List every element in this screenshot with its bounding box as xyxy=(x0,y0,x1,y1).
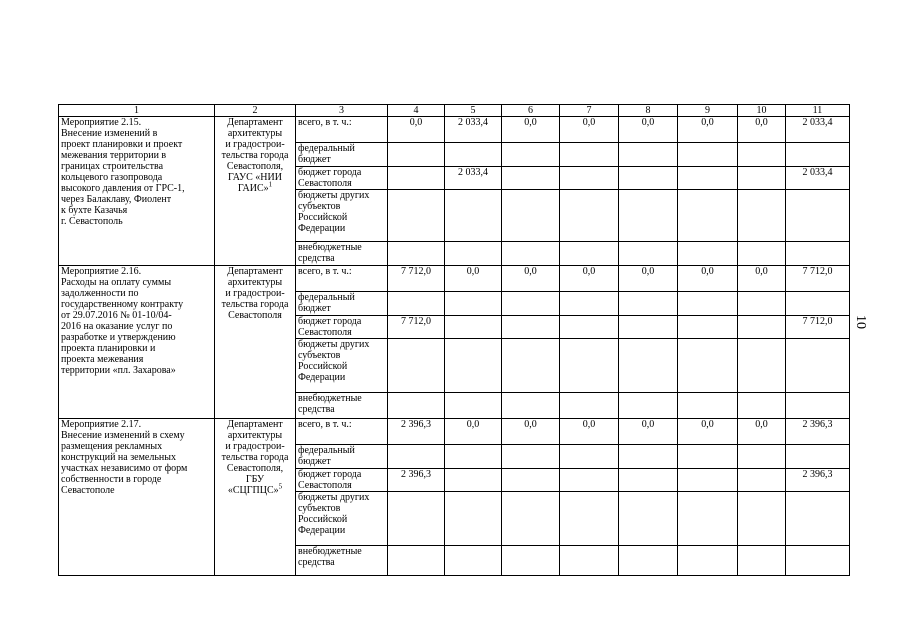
department-line xyxy=(217,430,293,441)
amount-cell xyxy=(738,339,786,393)
department-line xyxy=(217,299,293,310)
funding-source xyxy=(296,339,388,393)
amount-cell xyxy=(445,393,502,419)
amount-cell xyxy=(560,339,619,393)
description-line: Внесение изменений в xyxy=(61,128,158,139)
amount-cell: 7 712,0 xyxy=(388,316,445,339)
amount-cell xyxy=(678,190,738,242)
amount-cell xyxy=(560,242,619,266)
funding-source-line: внебюджетные xyxy=(298,242,362,253)
amount-cell xyxy=(738,292,786,316)
amount-cell: 0,0 xyxy=(678,266,738,292)
amount-cell xyxy=(619,292,678,316)
amount-cell xyxy=(445,546,502,576)
amount-cell: 7 712,0 xyxy=(786,316,850,339)
amount-cell xyxy=(388,292,445,316)
header-cell: 3 xyxy=(296,105,388,117)
amount-cell xyxy=(502,292,560,316)
department-line xyxy=(217,288,293,299)
amount-cell xyxy=(786,190,850,242)
amount-cell xyxy=(502,546,560,576)
funding-source-line: Федерации xyxy=(298,525,346,536)
department-line-text: и градострои- xyxy=(225,139,285,150)
amount-cell xyxy=(560,167,619,190)
header-cell: 8 xyxy=(619,105,678,117)
amount-cell xyxy=(619,143,678,167)
funding-source-line: бюджеты других xyxy=(298,492,370,503)
department-line-text: тельства города xyxy=(221,299,289,310)
description-line: Расходы на оплату суммы xyxy=(61,277,172,288)
funding-source-line: внебюджетные xyxy=(298,393,362,404)
funding-source-line: Федерации xyxy=(298,372,346,383)
amount-cell xyxy=(445,292,502,316)
amount-cell xyxy=(619,242,678,266)
amount-cell xyxy=(445,316,502,339)
department-line xyxy=(217,117,293,128)
funding-source-line: средства xyxy=(298,557,335,568)
amount-cell: 2 033,4 xyxy=(786,167,850,190)
description-line: Мероприятие 2.17. xyxy=(61,419,142,430)
funding-source xyxy=(296,316,388,339)
funding-source-line: субъектов xyxy=(298,350,341,361)
department-line xyxy=(217,441,293,452)
amount-cell xyxy=(560,393,619,419)
department-line xyxy=(217,266,293,277)
amount-cell xyxy=(738,546,786,576)
amount-cell xyxy=(619,339,678,393)
department-line-text: тельства города xyxy=(221,150,289,161)
department-line-text: и градострои- xyxy=(225,441,285,452)
header-row xyxy=(59,105,850,117)
funding-source-line: федеральный xyxy=(298,143,355,154)
amount-cell xyxy=(388,445,445,469)
amount-cell xyxy=(502,393,560,419)
funding-source xyxy=(296,393,388,419)
amount-cell: 0,0 xyxy=(502,419,560,445)
description-line: 2016 на оказание услуг по xyxy=(61,321,173,332)
amount-cell xyxy=(388,393,445,419)
responsible-department xyxy=(215,117,296,266)
amount-cell: 0,0 xyxy=(445,419,502,445)
amount-cell xyxy=(678,469,738,492)
page-number: 10 xyxy=(853,315,868,329)
funding-source-line: федеральный xyxy=(298,445,355,456)
funding-source-line: бюджет города xyxy=(298,167,362,178)
funding-source-line: субъектов xyxy=(298,503,341,514)
amount-cell xyxy=(445,339,502,393)
amount-cell xyxy=(560,445,619,469)
department-line xyxy=(217,482,293,496)
amount-cell xyxy=(619,546,678,576)
funding-source-line: всего, в т. ч.: xyxy=(298,266,352,277)
funding-source xyxy=(296,469,388,492)
amount-cell xyxy=(786,546,850,576)
amount-cell: 2 033,4 xyxy=(445,117,502,143)
amount-cell xyxy=(619,167,678,190)
amount-cell xyxy=(560,469,619,492)
measure-description xyxy=(59,117,215,266)
description-line: Мероприятие 2.15. xyxy=(61,117,142,128)
funding-source xyxy=(296,419,388,445)
table-row xyxy=(59,266,850,292)
funding-source-line: всего, в т. ч.: xyxy=(298,117,352,128)
department-line-text: Департамент xyxy=(227,117,283,128)
funding-source-line: средства xyxy=(298,404,335,415)
amount-cell xyxy=(388,143,445,167)
header-cell: 11 xyxy=(786,105,850,117)
description-line: Севастополе xyxy=(61,485,115,496)
funding-source-line: бюджет города xyxy=(298,469,362,480)
amount-cell: 0,0 xyxy=(678,117,738,143)
amount-cell xyxy=(502,143,560,167)
amount-cell xyxy=(786,242,850,266)
funding-source-line: всего, в т. ч.: xyxy=(298,419,352,430)
description-line: проект планировки и проект xyxy=(61,139,183,150)
amount-cell xyxy=(619,445,678,469)
description-line: государственному контракту xyxy=(61,299,184,310)
description-line: межевания территории в xyxy=(61,150,167,161)
amount-cell xyxy=(738,492,786,546)
amount-cell xyxy=(560,316,619,339)
department-line xyxy=(217,463,293,474)
description-line: конструкций на земельных xyxy=(61,452,176,463)
amount-cell: 0,0 xyxy=(445,266,502,292)
amount-cell xyxy=(786,339,850,393)
department-line-text: Севастополя, xyxy=(226,463,284,474)
footnote-marker: 1 xyxy=(268,180,273,189)
amount-cell xyxy=(786,445,850,469)
amount-cell xyxy=(678,143,738,167)
amount-cell: 0,0 xyxy=(619,266,678,292)
amount-cell xyxy=(786,143,850,167)
department-line-text: архитектуры xyxy=(227,128,283,139)
amount-cell xyxy=(560,546,619,576)
description-line: собственности в городе xyxy=(61,474,162,485)
amount-cell xyxy=(502,316,560,339)
description-line: к бухте Казачья xyxy=(61,205,128,216)
department-line xyxy=(217,277,293,288)
department-line xyxy=(217,452,293,463)
funding-source xyxy=(296,266,388,292)
funding-source-line: Российской xyxy=(298,212,348,223)
table-row xyxy=(59,117,850,143)
funding-source-line: средства xyxy=(298,253,335,264)
amount-cell: 0,0 xyxy=(738,266,786,292)
measure-description xyxy=(59,419,215,576)
description-line: границах строительства xyxy=(61,161,164,172)
amount-cell: 0,0 xyxy=(678,419,738,445)
amount-cell xyxy=(738,242,786,266)
amount-cell xyxy=(388,546,445,576)
amount-cell xyxy=(388,339,445,393)
description-line: от 29.07.2016 № 01-10/04- xyxy=(61,310,172,321)
description-line: Внесение изменений в схему xyxy=(61,430,185,441)
description-line: территории «пл. Захарова» xyxy=(61,365,176,376)
funding-source-line: бюджет города xyxy=(298,316,362,327)
description-line: кольцевого газопровода xyxy=(61,172,163,183)
amount-cell xyxy=(445,492,502,546)
department-line-text: ГАУС «НИИ xyxy=(228,172,282,183)
budget-table xyxy=(58,104,850,576)
amount-cell xyxy=(619,190,678,242)
department-line-text: ГБУ xyxy=(245,474,265,485)
amount-cell: 2 033,4 xyxy=(445,167,502,190)
funding-source-line: бюджет xyxy=(298,154,331,165)
description-line: г. Севастополь xyxy=(61,216,123,227)
department-line xyxy=(217,139,293,150)
amount-cell xyxy=(502,190,560,242)
responsible-department xyxy=(215,266,296,419)
amount-cell xyxy=(738,167,786,190)
department-line-text: архитектуры xyxy=(227,430,283,441)
funding-source-line: федеральный xyxy=(298,292,355,303)
funding-source-line: Севастополя xyxy=(298,480,352,491)
amount-cell: 2 396,3 xyxy=(786,469,850,492)
amount-cell xyxy=(786,393,850,419)
funding-source-line: внебюджетные xyxy=(298,546,362,557)
department-line-text: Севастополя xyxy=(228,310,282,321)
amount-cell xyxy=(560,492,619,546)
amount-cell xyxy=(738,316,786,339)
table-row xyxy=(59,419,850,445)
amount-cell xyxy=(388,190,445,242)
amount-cell xyxy=(738,190,786,242)
amount-cell xyxy=(445,143,502,167)
amount-cell xyxy=(678,316,738,339)
amount-cell: 7 712,0 xyxy=(388,266,445,292)
amount-cell xyxy=(738,445,786,469)
description-line: Мероприятие 2.16. xyxy=(61,266,142,277)
description-line: через Балаклаву, Фиолент xyxy=(61,194,172,205)
amount-cell: 0,0 xyxy=(738,117,786,143)
funding-source-line: Российской xyxy=(298,514,348,525)
amount-cell xyxy=(445,242,502,266)
funding-source xyxy=(296,445,388,469)
funding-source-line: бюджеты других xyxy=(298,339,370,350)
amount-cell xyxy=(388,492,445,546)
amount-cell xyxy=(502,242,560,266)
amount-cell xyxy=(678,445,738,469)
funding-source xyxy=(296,190,388,242)
measure-description xyxy=(59,266,215,419)
funding-source-line: бюджеты других xyxy=(298,190,370,201)
table-body xyxy=(59,105,850,576)
department-line-text: Севастополя, xyxy=(226,161,284,172)
amount-cell: 0,0 xyxy=(560,117,619,143)
amount-cell: 2 033,4 xyxy=(786,117,850,143)
department-line-text: ГАИС» xyxy=(237,183,269,194)
description-line: высокого давления от ГРС-1, xyxy=(61,183,185,194)
amount-cell xyxy=(619,393,678,419)
amount-cell: 0,0 xyxy=(619,117,678,143)
amount-cell xyxy=(678,242,738,266)
amount-cell xyxy=(738,469,786,492)
description-line: проекта планировки и xyxy=(61,343,156,354)
amount-cell xyxy=(786,492,850,546)
amount-cell xyxy=(619,469,678,492)
funding-source xyxy=(296,492,388,546)
amount-cell xyxy=(738,143,786,167)
header-cell: 1 xyxy=(59,105,215,117)
department-line xyxy=(217,419,293,430)
amount-cell xyxy=(678,492,738,546)
amount-cell xyxy=(678,393,738,419)
amount-cell: 0,0 xyxy=(560,419,619,445)
amount-cell xyxy=(678,167,738,190)
funding-source-line: Севастополя xyxy=(298,327,352,338)
amount-cell xyxy=(388,242,445,266)
amount-cell xyxy=(560,292,619,316)
amount-cell xyxy=(502,167,560,190)
department-line xyxy=(217,150,293,161)
funding-source-line: бюджет xyxy=(298,303,331,314)
department-line-text: тельства города xyxy=(221,452,289,463)
department-line-text: «СЦГПЦС» xyxy=(227,485,279,496)
amount-cell xyxy=(388,167,445,190)
header-cell: 9 xyxy=(678,105,738,117)
funding-source-line: бюджет xyxy=(298,456,331,467)
amount-cell: 0,0 xyxy=(502,266,560,292)
funding-source xyxy=(296,143,388,167)
amount-cell: 2 396,3 xyxy=(388,469,445,492)
description-line: задолженности по xyxy=(61,288,139,299)
department-line xyxy=(217,310,293,321)
amount-cell xyxy=(445,190,502,242)
description-line: размещения рекламных xyxy=(61,441,163,452)
department-line xyxy=(217,161,293,172)
responsible-department xyxy=(215,419,296,576)
description-line: разработке и утверждению xyxy=(61,332,176,343)
department-line-text: Департамент xyxy=(227,266,283,277)
header-cell: 2 xyxy=(215,105,296,117)
amount-cell xyxy=(445,445,502,469)
department-line xyxy=(217,180,293,194)
header-cell: 7 xyxy=(560,105,619,117)
amount-cell xyxy=(502,445,560,469)
amount-cell: 0,0 xyxy=(619,419,678,445)
funding-source-line: Севастополя xyxy=(298,178,352,189)
amount-cell xyxy=(560,143,619,167)
amount-cell: 0,0 xyxy=(560,266,619,292)
funding-source xyxy=(296,546,388,576)
funding-source-line: субъектов xyxy=(298,201,341,212)
funding-source xyxy=(296,167,388,190)
amount-cell xyxy=(502,469,560,492)
amount-cell xyxy=(560,190,619,242)
header-cell: 4 xyxy=(388,105,445,117)
amount-cell xyxy=(678,546,738,576)
amount-cell xyxy=(786,292,850,316)
department-line xyxy=(217,172,293,183)
funding-source-line: Российской xyxy=(298,361,348,372)
amount-cell: 2 396,3 xyxy=(786,419,850,445)
funding-source xyxy=(296,292,388,316)
amount-cell: 7 712,0 xyxy=(786,266,850,292)
department-line-text: Департамент xyxy=(227,419,283,430)
amount-cell xyxy=(502,339,560,393)
department-line xyxy=(217,128,293,139)
description-line: проекта межевания xyxy=(61,354,144,365)
amount-cell: 0,0 xyxy=(738,419,786,445)
header-cell: 5 xyxy=(445,105,502,117)
description-line: участках независимо от форм xyxy=(61,463,188,474)
amount-cell xyxy=(619,316,678,339)
header-cell: 10 xyxy=(738,105,786,117)
amount-cell xyxy=(445,469,502,492)
amount-cell: 0,0 xyxy=(388,117,445,143)
amount-cell: 0,0 xyxy=(502,117,560,143)
amount-cell xyxy=(678,339,738,393)
footnote-marker: 5 xyxy=(278,482,283,491)
department-line-text: архитектуры xyxy=(227,277,283,288)
funding-source xyxy=(296,117,388,143)
department-line-text: и градострои- xyxy=(225,288,285,299)
amount-cell xyxy=(738,393,786,419)
funding-source xyxy=(296,242,388,266)
amount-cell xyxy=(502,492,560,546)
amount-cell: 2 396,3 xyxy=(388,419,445,445)
header-cell: 6 xyxy=(502,105,560,117)
funding-source-line: Федерации xyxy=(298,223,346,234)
amount-cell xyxy=(678,292,738,316)
amount-cell xyxy=(619,492,678,546)
